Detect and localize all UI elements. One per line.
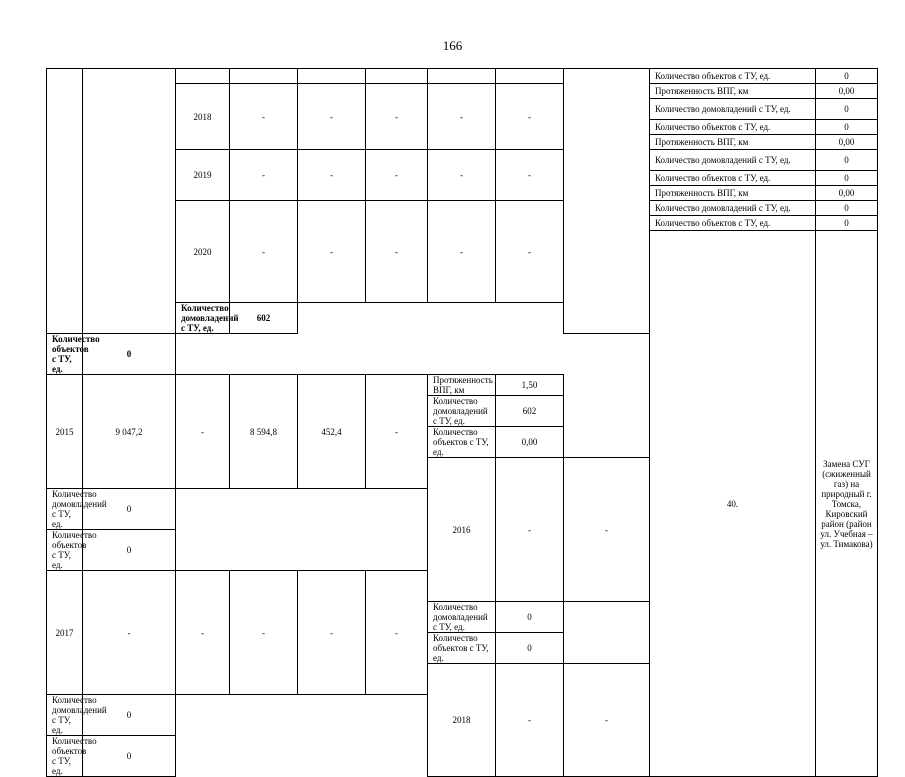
indicator-value: 0 [83,736,176,777]
indicator-label: Количество домовладений с ТУ, ед. [650,150,816,171]
indicator-value: 0,00 [816,84,878,99]
table-row: 2015 9 047,2 - 8 594,8 452,4 - Протяженность ВПГ, км 1,50 [47,375,878,396]
indicator-value: 0,00 [816,186,878,201]
indicator-value: 602 [230,303,298,334]
indicator-value: 0 [83,695,176,736]
indicator-label: Количество домовладений с ТУ, ед. [47,489,83,530]
indicator-label: Протяженность ВПГ, км [650,84,816,99]
indicator-value: 0,00 [816,135,878,150]
program-table [46,68,878,777]
table-row: 2020 - - - - - Количество домовладений с ТУ, ед. 0 [47,201,878,216]
cell-year: 2019 [176,150,230,201]
cell-year: 2018 [176,84,230,150]
indicator-label: Количество объектов с ТУ, ед. [47,334,83,375]
table-row: 2018 - - - - - Протяженность ВПГ, км 0,00 [47,84,878,99]
indicator-value: 0 [816,69,878,84]
indicator-label: Количество объектов с ТУ, ед. [47,530,83,571]
indicator-label: Количество объектов с ТУ, ед. [650,69,816,84]
indicator-label: Количество домовладений с ТУ, ед. [650,201,816,216]
indicator-value: 0,00 [496,427,564,458]
indicator-value: 0 [83,530,176,571]
cell-year: 2016 [428,458,496,602]
table-row: 2018 - - [47,664,878,695]
indicator-value: 0 [816,150,878,171]
indicator-label: Количество объектов с ТУ, ед. [650,120,816,135]
indicator-label: Количество домовладений с ТУ, ед. [428,602,496,633]
indicator-value: 0 [816,99,878,120]
indicator-value: 0 [816,201,878,216]
indicator-label: Количество объектов с ТУ, ед. [428,427,496,458]
indicator-label: Протяженность ВПГ, км [428,375,496,396]
indicator-value: 1,50 [496,375,564,396]
indicator-value: 0 [816,171,878,186]
table-row: 2019 - - - - - Количество домовладений с ТУ, ед. 0 [47,150,878,171]
indicator-label: Количество домовладений с ТУ, ед. [650,99,816,120]
cell-no [47,69,83,334]
indicator-label: Количество домовладений с ТУ, ед. [176,303,230,334]
indicator-value: 0 [496,633,564,664]
indicator-label: Протяженность ВПГ, км [650,135,816,150]
indicator-value: 0 [83,334,176,375]
indicator-label: Количество объектов с ТУ, ед. [47,736,83,777]
indicator-label: Количество домовладений с ТУ, ед. [47,695,83,736]
table-row: 2017 - - - - - [47,571,878,602]
cell-year: 2015 [47,375,83,489]
row-number: 40. [650,231,816,777]
indicator-label: Протяженность ВПГ, км [650,186,816,201]
indicator-label: Количество объектов с ТУ, ед. [650,216,816,231]
cell-year: 2017 [47,571,83,695]
indicator-value: 602 [496,396,564,427]
cell-executor [564,69,650,334]
table-row [47,69,878,84]
table-row: 2016 - - [47,458,878,489]
cell-year: 2020 [176,201,230,303]
indicator-value: 0 [496,602,564,633]
indicator-value: 0 [816,120,878,135]
indicator-value: 0 [83,489,176,530]
indicator-value: 0 [816,216,878,231]
page-number: 166 [442,38,463,53]
cell-name [83,69,176,334]
cell-year: 2018 [428,664,496,777]
indicator-label: Количество объектов с ТУ, ед. [650,171,816,186]
object-name: Замена СУГ (сжиженный газ) на природный г. Томска, Кировский район (район ул. Учебная – ул. Тимакова) [816,231,878,777]
indicator-label: Количество домовладений с ТУ, ед. [428,396,496,427]
indicator-label: Количество объектов с ТУ, ед. [428,633,496,664]
